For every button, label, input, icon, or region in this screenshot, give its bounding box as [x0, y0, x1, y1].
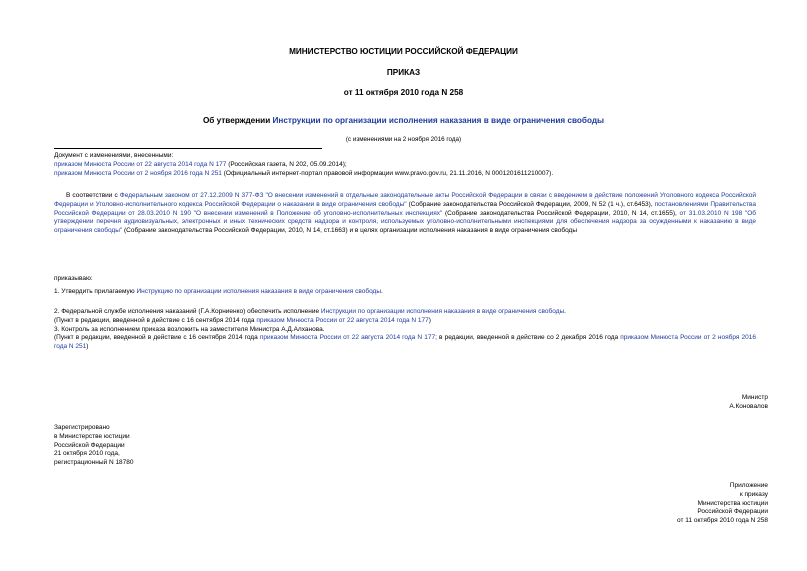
changes-item-1-source: (Российская газета, N 202, 05.09.2014);: [226, 160, 347, 168]
appendix-line-2: к приказу: [739, 490, 768, 498]
order-section: [54, 275, 756, 297]
order-point-3-note-text-2: ; в редакции, введенной в действие со 2 декабря 2016 года: [435, 334, 621, 342]
registration-line-5: регистрационный N 18780: [54, 459, 134, 467]
registration-block: [54, 424, 304, 468]
order-points-block: [54, 308, 756, 352]
order-point-2-note-text: (Пункт в редакции, введенной в действие с 16 сентября 2014 года: [54, 316, 257, 324]
registration-line-4: 21 октября 2010 года,: [54, 450, 120, 458]
appendix-line-3: Министерства юстиции: [697, 499, 768, 507]
appendix-line-1: Приложение: [729, 482, 768, 489]
changes-item-2: [54, 170, 754, 179]
order-point-3-note: [54, 334, 756, 352]
order-177-link[interactable]: приказом Минюста России от 22 августа 2014 года N 177: [54, 160, 227, 168]
order-177-link-3[interactable]: приказом Минюста России от 22 августа 2014 года N 177: [259, 334, 436, 342]
document-title-prefix: Об утверждении: [202, 116, 273, 125]
document-title: [0, 115, 807, 126]
order-251-link-2[interactable]: приказом Минюста России от 2 ноября 2016 года N 251: [54, 334, 757, 351]
preamble-text-4: (Собрание законодательства Российской Федерации, 2010, N 14, ст.1663) и в целях организации исполнения наказания в виде ограничения свободы: [122, 227, 578, 235]
changes-block: [54, 152, 754, 178]
preamble-text-1: В соответствии с: [66, 192, 120, 199]
changes-intro: Документ с изменениями, внесенными:: [54, 152, 174, 159]
order-point-2: [54, 308, 756, 317]
preamble-text-2: (Собрание законодательства Российской Федерации, 2009, N 52 (1 ч.), ст.6453),: [406, 200, 655, 208]
separator-line: [54, 148, 322, 149]
appendix-line-5: от 11 октября 2010 года N 258: [677, 517, 768, 525]
signature-position: Министр: [741, 394, 768, 401]
appendix-block: [560, 482, 768, 526]
resolution-190-link[interactable]: постановлениями Правительства Российской Федерации от 28.03.2010 N 190 "О внесении изменений в Положение об уголовно-исполнительных инспекциях": [54, 200, 757, 217]
resolution-198-link[interactable]: от 31.03.2010 N 198 "Об утверждении перечня аудиовизуальных, электронных и иных технических средств надзора и контроля, используемых уголовно-исполнительными инспекциями для обеспечения надзора за осужденными к наказанию в виде ограничения свободы": [54, 209, 756, 235]
signature-block: [560, 394, 768, 412]
order-word: приказываю:: [54, 275, 93, 282]
order-point-3: 3. Контроль за исполнением приказа возложить на заместителя Министра А.Д.Алханова.: [54, 325, 325, 333]
ministry-heading: МИНИСТЕРСТВО ЮСТИЦИИ РОССИЙСКОЙ ФЕДЕРАЦИИ: [289, 47, 518, 56]
date-number-heading: от 11 октября 2010 года N 258: [343, 88, 464, 97]
order-point-3-note-end: ): [86, 343, 89, 351]
instruction-link-2[interactable]: Инструкции по организации исполнения наказания в виде ограничения свободы: [320, 308, 565, 315]
order-177-link-2[interactable]: приказом Минюста России от 22 августа 2014 года N 177: [256, 316, 429, 324]
order-point-1-text: 1. Утвердить прилагаемую: [54, 287, 137, 295]
instruction-link-1[interactable]: Инструкцию по организации исполнения наказания в виде ограничения свободы: [136, 287, 382, 295]
registration-line-3: Российской Федерации: [54, 441, 125, 449]
federal-law-link[interactable]: Федеральным законом от 27.12.2009 N 377-ФЗ "О внесении изменений в отдельные законодательные акты Российской Федерации в связи с введением в действие положений Уголовного кодекса Российской Федерации и Уголовно-исполнительного кодекса Российской Федерации о наказании в виде ограничения свободы": [54, 192, 757, 208]
order-point-3-note-text-1: (Пункт в редакции, введенной в действие с 16 сентября 2014 года: [54, 334, 260, 342]
order-point-2-text: 2. Федеральной службе исполнения наказаний (Г.А.Корниенко) обеспечить исполнение: [54, 308, 321, 315]
registration-line-1: Зарегистрировано: [54, 424, 110, 431]
preamble-paragraph: [54, 192, 756, 236]
amendments-note: (с изменениями на 2 ноября 2016 года): [345, 136, 462, 143]
appendix-line-4: Российской Федерации: [697, 508, 768, 516]
order-point-2-end: .: [564, 308, 566, 315]
instruction-title-link[interactable]: Инструкции по организации исполнения наказания в виде ограничения свободы: [272, 116, 605, 125]
order-point-1: [54, 288, 756, 297]
registration-line-2: в Министерстве юстиции: [54, 432, 130, 440]
order-point-2-note-end: ): [428, 316, 431, 324]
preamble-text-3: (Собрание законодательства Российской Федерации, 2010, N 14, ст.1655),: [442, 209, 680, 217]
signature-name: А.Коновалов: [729, 402, 768, 410]
order-point-1-end: .: [381, 287, 383, 295]
changes-item-1: [54, 161, 754, 170]
order-251-link[interactable]: приказом Минюста России от 2 ноября 2016 года N 251: [54, 169, 222, 177]
doc-type-heading: ПРИКАЗ: [386, 68, 421, 77]
order-point-2-note: [54, 317, 756, 326]
changes-item-2-source: (Официальный интернет-портал правовой информации www.pravo.gov.ru, 21.11.2016, N 0001201611210007).: [221, 169, 554, 177]
